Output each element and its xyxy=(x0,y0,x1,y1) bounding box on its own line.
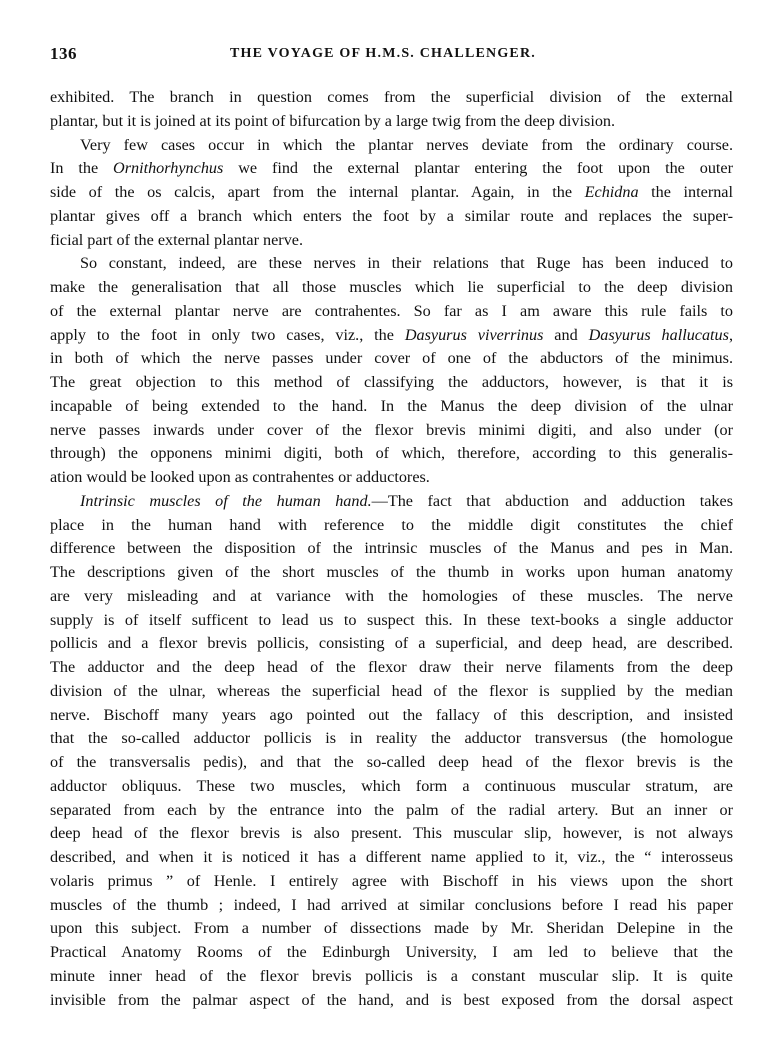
italic-term: Dasyurus viverrinus xyxy=(404,325,544,344)
text-line: division of the ulnar, whereas the superficial head of the flexor is supplied by the median xyxy=(50,681,733,700)
text-line: Practical Anatomy Rooms of the Edinburgh University, I am led to believe that the xyxy=(50,943,733,961)
text-line: nerve passes inwards under cover of the flexor brevis minimi digiti, and also under (or xyxy=(50,420,733,439)
text-line: pollicis and a flexor brevis pollicis, consisting of a superficial, and deep head, are described. xyxy=(50,634,733,653)
text-line: in both of which the nerve passes under cover of one of the abductors of the minimus. xyxy=(50,349,733,368)
text-line: of the transversalis pedis), and that the so-called deep head of the flexor brevis is the xyxy=(50,753,733,771)
text-line: The adductor and the deep head of the flexor draw their nerve filaments from the deep xyxy=(50,658,733,676)
text-line: apply to the foot in only two cases, viz., the Dasyurus viverrinus and Dasyurus hallucatus, xyxy=(50,325,733,344)
page-number: 136 xyxy=(50,44,77,63)
text-line: are very misleading and at variance with the homologies of these muscles. The nerve xyxy=(50,586,733,605)
italic-term: Dasyurus hallucatus xyxy=(588,325,729,344)
text-line: separated from each by the entrance into the palm of the radial artery. But an inner or xyxy=(50,800,733,819)
running-head: THE VOYAGE OF H.M.S. CHALLENGER. xyxy=(230,46,536,61)
text-line: through) the opponens minimi digiti, both of which, therefore, according to this generalis- xyxy=(50,444,733,463)
text-line: The great objection to this method of classifying the adductors, however, is that it is xyxy=(50,373,733,391)
text-line: that the so-called adductor pollicis is in reality the adductor transversus (the homologue xyxy=(50,729,733,748)
text-line: adductor obliquus. These two muscles, which form a continuous muscular stratum, are xyxy=(50,776,733,795)
text-line: supply is of itself sufficent to lead us to suspect this. In these text-books a single adductor xyxy=(50,610,733,629)
text-line: muscles of the thumb ; indeed, I had arrived at similar conclusions before I read his paper xyxy=(50,895,733,914)
italic-term: Intrinsic muscles of the human hand. xyxy=(80,491,372,510)
text-line: volaris primus ” of Henle. I entirely agree with Bischoff in his views upon the short xyxy=(50,871,733,890)
text-line: deep head of the flexor brevis is also present. This muscular slip, however, is not always xyxy=(50,824,733,843)
text-line: Intrinsic muscles of the human hand.—The fact that abduction and adduction takes xyxy=(80,491,733,510)
text-line: make the generalisation that all those muscles which lie superficial to the deep division xyxy=(50,278,733,296)
text-line: In the Ornithorhynchus we find the external plantar entering the foot upon the outer xyxy=(50,159,733,178)
text-line: Very few cases occur in which the plantar nerves deviate from the ordinary course. xyxy=(80,135,733,154)
italic-term: Ornithorhynchus xyxy=(113,159,224,178)
text-line: place in the human hand with reference to the middle digit constitutes the chief xyxy=(50,515,733,534)
text-line: difference between the disposition of the intrinsic muscles of the Manus and pes in Man. xyxy=(50,539,733,558)
italic-term: Echidna xyxy=(584,183,639,201)
page-header xyxy=(50,44,736,68)
text-line: So constant, indeed, are these nerves in their relations that Ruge has been induced to xyxy=(80,254,733,273)
text-line: invisible from the palmar aspect of the hand, and is best exposed from the dorsal aspect xyxy=(50,990,733,1009)
text-line: nerve. Bischoff many years ago pointed out the fallacy of this description, and insisted xyxy=(50,705,733,724)
text-line: ficial part of the external plantar nerve. xyxy=(50,230,304,249)
text-line: ation would be looked upon as contrahentes or adductores. xyxy=(50,468,430,486)
body-text xyxy=(50,86,733,1012)
text-line: plantar gives off a branch which enters the foot by a similar route and replaces the super- xyxy=(50,206,733,225)
text-line: minute inner head of the flexor brevis pollicis is a constant muscular slip. It is quite xyxy=(50,966,733,985)
text-line: upon this subject. From a number of dissections made by Mr. Sheridan Delepine in the xyxy=(50,919,733,938)
text-line: The descriptions given of the short muscles of the thumb in works upon human anatomy xyxy=(50,563,733,581)
text-line: side of the os calcis, apart from the internal plantar. Again, in the Echidna the internal xyxy=(50,183,733,201)
text-line: of the external plantar nerve are contrahentes. So far as I am aware this rule fails to xyxy=(50,301,733,320)
text-line: incapable of being extended to the hand. In the Manus the deep division of the ulnar xyxy=(50,396,733,415)
text-line: described, and when it is noticed it has a different name applied to it, viz., the “ interosseus xyxy=(50,848,733,866)
text-line: plantar, but it is joined at its point of bifurcation by a large twig from the deep division. xyxy=(50,111,616,130)
text-line: exhibited. The branch in question comes from the superficial division of the external xyxy=(50,88,733,106)
